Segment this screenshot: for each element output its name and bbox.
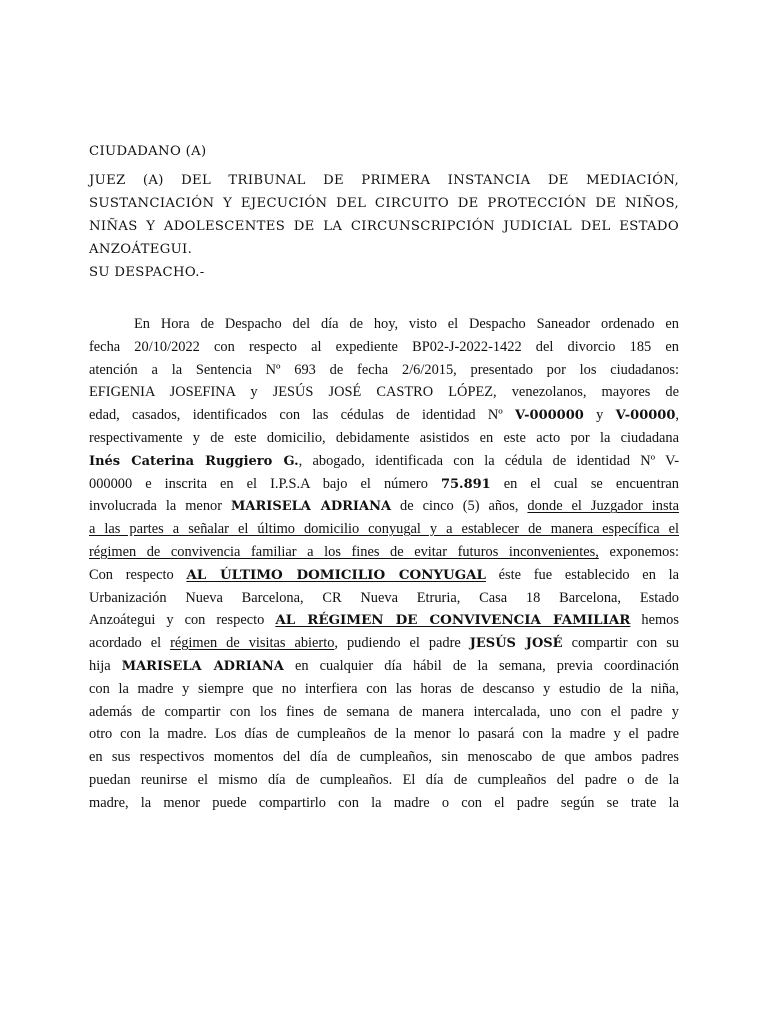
body-paragraph — [89, 313, 679, 815]
body-line: otro con la madre. Los días de cumpleaños de la menor lo pasará con la madre y el padre — [89, 726, 679, 743]
body-line — [89, 450, 679, 473]
text-run: éste fue establecido en la — [498, 566, 679, 583]
court-line-1: JUEZ (A) DEL TRIBUNAL DE PRIMERA INSTANCIA DE MEDIACIÓN, — [89, 173, 679, 188]
id-number-1: V-000000 — [515, 408, 584, 424]
body-line — [89, 655, 679, 678]
text-run: compartir con su — [571, 635, 679, 652]
body-line: con la madre y siempre que no interfiera con las horas de descanso y estudio de la niña, — [89, 680, 679, 697]
addressee: CIUDADANO (A) — [89, 144, 207, 159]
minor-name: MARISELA ADRIANA — [121, 658, 284, 674]
body-line — [89, 518, 679, 541]
text-run: exponemos: — [609, 543, 679, 560]
court-line-2: SUSTANCIACIÓN Y EJECUCIÓN DEL CIRCUITO DE PROTECCIÓN DE NIÑOS, — [89, 196, 679, 211]
text-run: involucrada la menor — [89, 498, 223, 515]
heading-family-regime: AL RÉGIMEN DE CONVIVENCIA FAMILIAR — [275, 612, 631, 629]
body-line: EFIGENIA JOSEFINA y JESÚS JOSÉ CASTRO LÓPEZ, venezolanos, mayores de — [89, 384, 679, 401]
text-run: en el cual se encuentran — [503, 475, 679, 492]
court-name — [89, 169, 679, 284]
underlined-text: régimen de visitas abierto — [170, 635, 335, 652]
text-run: , pudiendo el padre — [334, 635, 461, 652]
body-line — [89, 473, 679, 496]
body-line: madre, la menor puede compartirlo con la madre o con el padre según se trate la — [89, 794, 679, 811]
text-run: hemos — [641, 612, 679, 629]
ipsa-number: 75.891 — [440, 476, 491, 492]
lawyer-name: Inés Caterina Ruggiero G. — [89, 453, 299, 469]
body-line: atención a la Sentencia Nº 693 de fecha 2/6/2015, presentado por los ciudadanos: — [89, 361, 679, 378]
body-line — [89, 632, 679, 655]
text-run: , — [675, 407, 679, 424]
office-line: SU DESPACHO.- — [89, 265, 205, 280]
underlined-text: donde el Juzgador insta — [527, 498, 679, 515]
heading-last-domicile: AL ÚLTIMO DOMICILIO CONYUGAL — [186, 566, 486, 583]
body-line: fecha 20/10/2022 con respecto al expediente BP02-J-2022-1422 del divorcio 185 en — [89, 338, 679, 355]
text-run: de cinco (5) años, — [400, 498, 519, 515]
text-run: edad, casados, identificados con las cédulas de identidad Nº — [89, 407, 503, 424]
body-line: además de compartir con los fines de semana de manera intercalada, uno con el padre y — [89, 703, 679, 720]
text-run: hija — [89, 657, 111, 674]
text-run: y — [596, 407, 604, 424]
body-line — [89, 609, 679, 632]
minor-name: MARISELA ADRIANA — [230, 499, 392, 515]
body-line — [89, 564, 679, 587]
father-name: JESÚS JOSÉ — [469, 636, 563, 652]
text-run: Con respecto — [89, 566, 174, 583]
court-line-3: NIÑAS Y ADOLESCENTES DE LA CIRCUNSCRIPCIÓN JUDICIAL DEL ESTADO — [89, 219, 679, 234]
court-line-4: ANZOÁTEGUI. — [89, 242, 193, 257]
body-line: En Hora de Despacho del día de hoy, visto el Despacho Saneador ordenado en — [134, 316, 679, 332]
id-number-2: V-00000 — [615, 408, 676, 424]
body-line: respectivamente y de este domicilio, debidamente asistidos en este acto por la ciudadana — [89, 429, 679, 446]
text-run: en cualquier día hábil de la semana, previa coordinación — [294, 657, 679, 674]
letter-header — [89, 140, 679, 163]
text-run: , abogado, identificada con la cédula de identidad Nº V- — [298, 452, 679, 469]
underlined-text: a las partes a señalar el último domicilio conyugal y a establecer de manera específica el — [89, 521, 679, 538]
body-line: puedan reunirse el mismo día de cumpleaños. El día de cumpleaños del padre o de la — [89, 771, 679, 788]
text-run: 000000 e inscrita en el I.P.S.A bajo el número — [89, 475, 428, 492]
underlined-text: régimen de convivencia familiar a los fines de evitar futuros inconvenientes, — [89, 543, 599, 560]
body-line — [89, 541, 679, 564]
text-run: acordado el — [89, 635, 162, 652]
body-line: Urbanización Nueva Barcelona, CR Nueva Etruria, Casa 18 Barcelona, Estado — [89, 589, 679, 606]
body-line — [89, 404, 679, 427]
body-line — [89, 495, 679, 518]
text-run: Anzoátegui y con respecto — [89, 612, 265, 629]
body-line: en sus respectivos momentos del día de cumpleaños, sin menoscabo de que ambos padres — [89, 749, 679, 766]
